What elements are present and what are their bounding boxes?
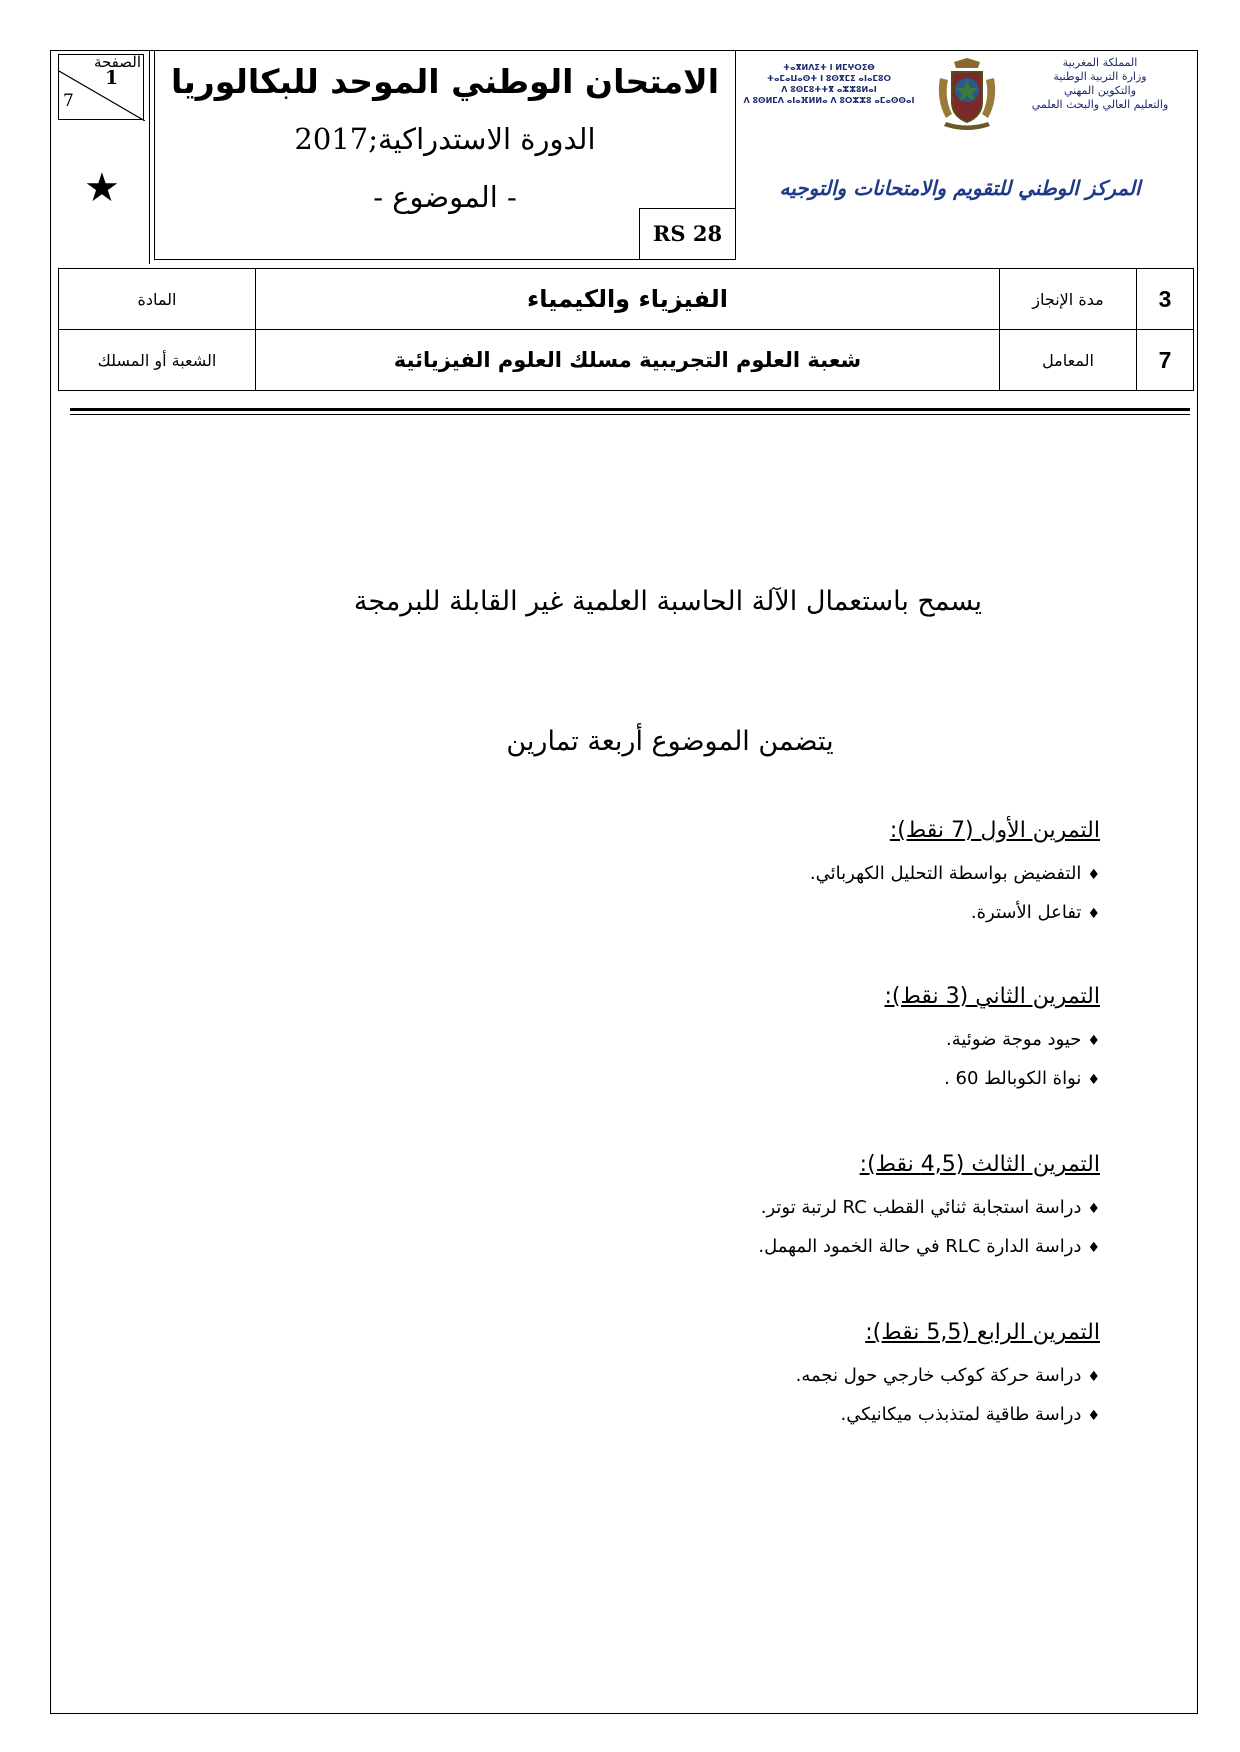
exercise-item-text: دراسة حركة كوكب خارجي حول نجمه. <box>795 1365 1082 1386</box>
exercise-item <box>400 1357 1100 1396</box>
subject-heading: - الموضوع - <box>373 180 517 214</box>
branch-name: شعبة العلوم التجريبية مسلك العلوم الفيزيائية <box>256 330 1000 391</box>
bullet-icon: ♦ <box>1087 1369 1100 1385</box>
exercise-item <box>400 1189 1100 1228</box>
title-block <box>154 50 736 260</box>
exercise-title: التمرين الثاني (3 نقط): <box>884 984 1100 1009</box>
ministry-line: المملكة المغربية <box>1062 56 1138 69</box>
exercise-item <box>400 1021 1100 1060</box>
duration-value: 3 <box>1137 269 1194 330</box>
exercise-item <box>400 1228 1100 1267</box>
tifinagh-line: ⵜⴰⴳⵍⴷⵉⵜ ⵏ ⵍⵎⵖⵔⵉⴱ <box>783 63 875 72</box>
bullet-icon: ♦ <box>1087 1201 1100 1217</box>
session-label: الدورة الاستدراكية;2017 <box>294 122 596 156</box>
bullet-icon: ♦ <box>1087 1408 1100 1424</box>
exercise-item-text: دراسة طاقية لمتذبذب ميكانيكي. <box>840 1404 1082 1425</box>
exercise-title: التمرين الثالث (4,5 نقط): <box>859 1152 1100 1177</box>
bullet-icon: ♦ <box>1087 1033 1100 1049</box>
contents-note: يتضمن الموضوع أربعة تمارين <box>506 726 834 757</box>
exercise-2 <box>400 984 1100 1099</box>
exercise-item-text: نواة الكوبالط 60 . <box>944 1068 1082 1089</box>
duration-label: مدة الإنجاز <box>1000 269 1137 330</box>
info-row-subject <box>59 269 1194 330</box>
center-name: المركز الوطني للتقويم والامتحانات والتوجيه <box>779 176 1141 200</box>
exam-info-table <box>58 268 1194 391</box>
subject-key: المادة <box>59 269 256 330</box>
page-counter-block <box>54 50 150 264</box>
ministry-text <box>1004 56 1196 112</box>
exercise-1 <box>400 818 1100 933</box>
branch-key: الشعبة أو المسلك <box>59 330 256 391</box>
subject-name: الفيزياء والكيمياء <box>256 269 1000 330</box>
exercise-item <box>400 1060 1100 1099</box>
ministry-line: والتكوين المهني <box>1063 84 1137 97</box>
calculator-notice: يسمح باستعمال الآلة الحاسبة العلمية غير القابلة للبرمجة <box>353 586 983 617</box>
star-icon: ★ <box>84 165 120 211</box>
bullet-icon: ♦ <box>1087 1072 1100 1088</box>
exam-code: RS 28 <box>639 208 735 260</box>
exercise-title: التمرين الأول (7 نقط): <box>889 818 1100 843</box>
coat-of-arms-icon <box>932 56 1002 136</box>
exercise-item <box>400 1396 1100 1435</box>
exercise-item-text: التفضيض بواسطة التحليل الكهربائي. <box>809 863 1082 884</box>
exercise-item <box>400 894 1100 933</box>
exercise-item-text: دراسة الدارة RLC في حالة الخمود المهمل. <box>758 1236 1082 1257</box>
exam-title: الامتحان الوطني الموحد للبكالوريا <box>170 62 720 101</box>
tifinagh-line: ⴷ ⵓⵙⵎⵓⵜⵜⴳ ⴰⵣⵣⵓⵍⴰⵏ <box>781 85 877 94</box>
header-divider <box>70 408 1190 415</box>
page-counter <box>58 54 144 120</box>
exercise-item-text: حيود موجة ضوئية. <box>946 1029 1082 1050</box>
exercise-4 <box>400 1320 1100 1435</box>
exercise-title: التمرين الرابع (5,5 نقط): <box>865 1320 1100 1345</box>
bullet-icon: ♦ <box>1087 906 1100 922</box>
exercise-item-text: دراسة استجابة ثنائي القطب RC لرتبة توتر. <box>760 1197 1082 1218</box>
coefficient-value: 7 <box>1137 330 1194 391</box>
bullet-icon: ♦ <box>1087 867 1100 883</box>
ministry-line: وزارة التربية الوطنية <box>1053 70 1147 83</box>
tifinagh-line: ⵜⴰⵎⴰⵡⴰⵙⵜ ⵏ ⵓⵙⴳⵎⵉ ⴰⵏⴰⵎⵓⵔ <box>767 74 891 83</box>
tifinagh-ministry-text <box>736 62 922 106</box>
page-total: 7 <box>63 91 74 111</box>
tifinagh-line: ⴷ ⵓⵙⵍⵎⴷ ⴰⵏⴰⴼⵍⵍⴰ ⴷ ⵓⵔⵣⵣⵓ ⴰⵎⴰⵙⵙⴰⵏ <box>743 96 915 105</box>
info-row-branch <box>59 330 1194 391</box>
exercise-item-text: تفاعل الأسترة. <box>970 902 1082 923</box>
exercise-item <box>400 855 1100 894</box>
page-label: الصفحة <box>93 53 141 71</box>
bullet-icon: ♦ <box>1087 1240 1100 1256</box>
coefficient-label: المعامل <box>1000 330 1137 391</box>
ministry-line: والتعليم العالي والبحث العلمي <box>1031 98 1169 111</box>
exercise-3 <box>400 1152 1100 1267</box>
page-current: 1 <box>105 67 119 89</box>
